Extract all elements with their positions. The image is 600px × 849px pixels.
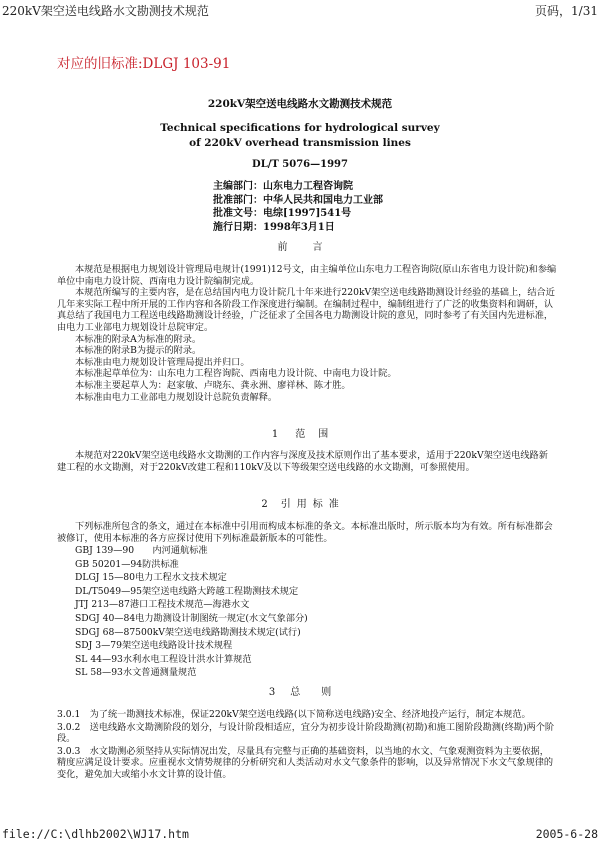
meta-effective-date: 施行日期：1998年3月1日	[213, 221, 335, 233]
ref-item: SDJ 3—79架空送电线路设计技术规程	[75, 640, 233, 652]
ref-item: SDGJ 68—87500kV架空送电线路勘测技术规定(试行)	[75, 626, 301, 638]
clause: 3.0.1 为了统一勘测技术标准，保证220kV架空送电线路(以下简称送电线路)安全、经济地投产运行，制定本规范。	[57, 709, 531, 720]
refs-heading: 2 引 用 标 准	[261, 499, 339, 510]
foreword-line: 本标准的附录A为标准的附录。	[75, 333, 202, 345]
header-title: 220kV架空送电线路水文勘测技术规范	[2, 4, 209, 18]
doc-title-cn: 220kV架空送电线路水文勘测技术规范	[207, 98, 393, 110]
meta-approver: 批准部门：中华人民共和国电力工业部	[213, 194, 383, 206]
doc-title-en-line-1: Technical specifications for hydrological survey	[160, 122, 440, 134]
foreword-heading: 前 言	[277, 242, 323, 253]
page-header	[0, 2, 600, 18]
doc-meta	[213, 180, 383, 234]
ref-item: GB 50201—94防洪标准	[75, 558, 179, 570]
scope-heading: 1 范 围	[271, 429, 329, 440]
foreword-line: 本标准主要起草人为：赵家敏、卢晓东、龚永洲、廖祥林、陈才胜。	[75, 379, 351, 391]
doc-title-en	[0, 121, 600, 151]
foreword-line: 本标准的附录B为提示的附录。	[75, 345, 202, 357]
page-footer	[0, 827, 600, 843]
general-body	[57, 709, 557, 782]
clause: 3.0.3 水文勘测必须坚持从实际情况出发，尽量具有完整与正确的基础资料，以当地的水文、气象观测资料为主要依据，精度应满足设计要求。应重视水文情势规律的分析研究和人类活动对水文气象条件的影响，以及异常情况下水文气象规律的变化，避免加大或缩小水文计算的设计值。	[57, 745, 554, 780]
ref-item: SL 44—93水利水电工程设计洪水计算规范	[75, 653, 252, 665]
refs-paragraph: 下列标准所包含的条文，通过在本标准中引用而构成本标准的条文。本标准出版时，所示版本均为有效。所有标准都会被修订，使用本标准的各方应探讨使用下列标准最新版本的可能性。	[57, 521, 553, 544]
doc-title-en-line-2: of 220kV overhead transmission lines	[189, 137, 411, 149]
foreword-paragraph: 本规范是根据电力规划设计管理局电规计(1991)12号文，由主编单位山东电力工程咨询院(原山东省电力设计院)和参编单位中南电力设计院、西南电力设计院编制完成。	[57, 264, 557, 287]
ref-item: DLGJ 15—80电力工程水文技术规定	[75, 572, 227, 584]
meta-editor: 主编部门：山东电力工程咨询院	[213, 181, 353, 192]
clause: 3.0.2 送电线路水文勘测阶段的划分，与设计阶段相适应，宜分为初步设计阶段勘测(初勘)和施工图阶段勘测(终勘)两个阶段。	[57, 721, 555, 745]
general-heading: 3 总 则	[268, 687, 332, 698]
ref-item: DL/T5049—95架空送电线路大跨越工程勘测技术规定	[75, 585, 299, 597]
doc-code: DL/T 5076—1997	[252, 159, 348, 170]
header-page-number: 页码，1/31	[535, 4, 598, 18]
foreword-line: 本标准起草单位为：山东电力工程咨询院、西南电力设计院、中南电力设计院。	[75, 368, 397, 380]
foreword-line: 本标准由电力工业部电力规划设计总院负责解释。	[75, 391, 278, 403]
ref-item: JTJ 213—87港口工程技术规范—海港水文	[75, 599, 250, 611]
scope-paragraph: 本规范对220kV架空送电线路水文勘测的工作内容与深度及技术原则作出了基本要求，适用于220kV架空送电线路新建工程的水文勘测，对于220kV改建工程和110kV及以下等级架空送电线路的水文勘测，可参照使用。	[57, 450, 548, 473]
ref-item: SL 58—93水文普通测量规范	[75, 667, 197, 679]
footer-date: 2005-6-28	[535, 827, 598, 841]
scope-body	[57, 450, 557, 473]
foreword-line: 本标准由电力规划设计管理局提出并归口。	[75, 356, 250, 368]
meta-approval-no: 批准文号：电综[1997]541号	[213, 208, 352, 219]
refs-intro	[57, 521, 557, 544]
foreword-paragraph: 本规范所编写的主要内容，是在总结国内电力设计院几十年来进行220kV架空送电线路勘测设计经验的基础上，结合近几年来实际工程中所开展的工作内容和各阶段工作深度进行编制。在编制过程中，编制组进行了广泛的收集资料和调研，认真总结了我国电力工程送电线路勘测设计经验，广泛征求了全国各电力勘测设计院的意见，同时参考了有关国内先进标准，由电力工业部电力规划设计总院审定。	[57, 287, 555, 333]
refs-list	[75, 544, 308, 680]
foreword-body	[57, 264, 557, 403]
footer-file-path: file://C:\dlhb2002\WJ17.htm	[2, 827, 189, 841]
ref-item: SDGJ 40—84电力勘测设计制图统一规定(水文气象部分)	[75, 612, 308, 624]
old-standard-notice: 对应的旧标准:DLGJ 103-91	[57, 56, 231, 72]
ref-item: GBJ 139—90 内河通航标准	[75, 545, 208, 556]
